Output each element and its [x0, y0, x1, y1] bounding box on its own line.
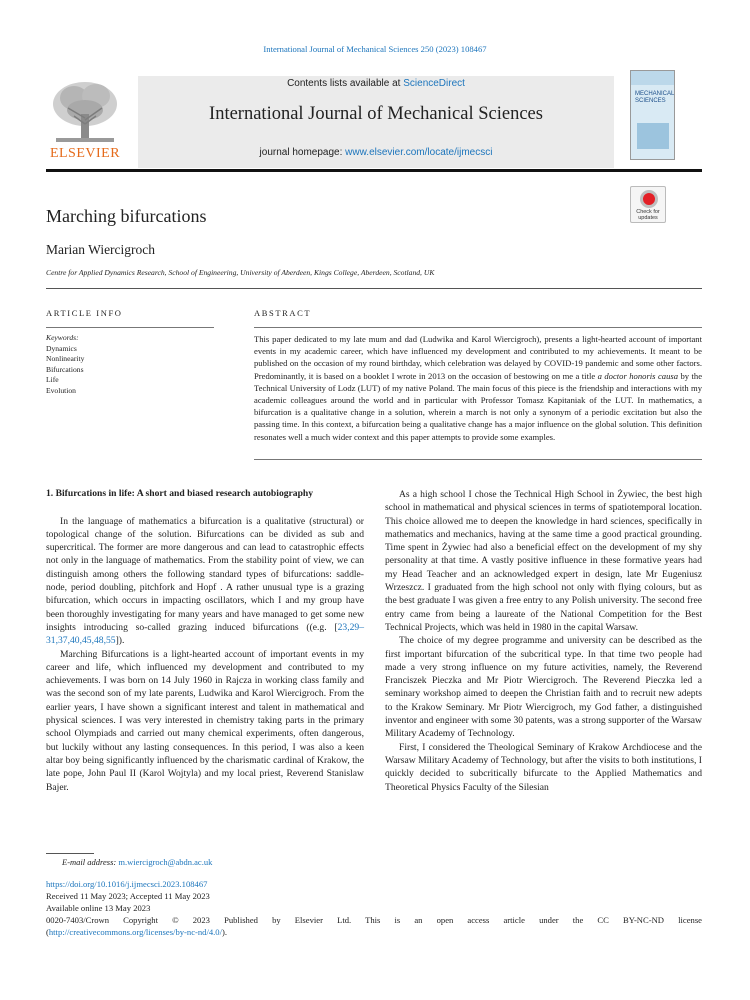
- journal-citation[interactable]: International Journal of Mechanical Sciences 250 (2023) 108467: [263, 44, 487, 54]
- keywords-label: Keywords:: [46, 333, 79, 342]
- abstract-part-1: This paper dedicated to my late mum and dad (Ludwika and Karol Wiercigroch), presents a light-hearted account of important events in my academic career, which have influenced my development and contributed to my achievements. It meant to be published on the occasion of my round birthday, which celebration was delayed by COVID-19 pandemic and some other factors. Predominantly, it is based on a booklet I wrote in 2013 on the occasion of bestowing on me a title: [254, 334, 702, 381]
- doi-link[interactable]: https://doi.org/10.1016/j.ijmecsci.2023.108467: [46, 879, 208, 889]
- keyword-item: Nonlinearity: [46, 354, 85, 364]
- abstract-rule: [254, 327, 702, 328]
- keywords-list: [46, 333, 84, 397]
- check-for-updates-button[interactable]: [630, 186, 666, 223]
- check-for-updates-label: Check for updates: [636, 209, 660, 221]
- footnote-rule: [46, 853, 94, 854]
- keyword-item: Life: [46, 375, 59, 385]
- body-paragraph: First, I considered the Theological Seminary of Krakow Archdiocese and the Warsaw Military Academy of Technology, but after the visits to both institutions, I quickly decided to subcritically bifurcate to the Applied Mathematics and Theoretical Physics Faculty of the Silesian: [385, 741, 702, 793]
- cover-top-band: [631, 71, 675, 85]
- sciencedirect-link[interactable]: ScienceDirect: [403, 78, 465, 89]
- abstract-text: [254, 333, 702, 443]
- journal-cover-image[interactable]: [630, 70, 675, 160]
- cover-title: MECHANICAL SCIENCES: [635, 91, 675, 104]
- license-paren-close: ).: [221, 927, 227, 937]
- license-paren-open: (: [46, 927, 49, 937]
- header-rule: [46, 169, 702, 172]
- publisher-name: ELSEVIER: [49, 146, 121, 161]
- body-paragraph: The choice of my degree programme and university can be described as the first important bifurcation of the subcritical type. In that time two people had made a very strong influence on my future activities, namely, the Reverend Franciszek Pieczka and Mr Piotr Wiercigroch. The Reverend Pieczka led a seminary workshop aimed to deepen the Christian faith and to recruit new adepts to the Krakow Seminary. Mr Piotr Wiercigroch, my God father, a distinguished inventor and engineer with some 30 patents, was a strong supporter of the Warsaw Military Academy of Technology.: [385, 635, 702, 740]
- body-paragraph: As a high school I chose the Technical High School in Żywiec, the best high school in mathematical and physical sciences in terms of spatiotemporal location. This choice allowed me to deepen the knowledge in hard sciences, specifically in mathematics and mechanics, having at the same time a good practical grounding. Time spent in Żywiec had also a beneficial effect on the development of my shy personality at that time. A vastly positive influence in these formative years had my Head Teacher and an acknowledged expert in design, late Mr Eugeniusz Wrzeszcz. I graduated from the high school not only with flying colours, but as the best graduate I was given a free entry to any Polish university. The second free entry came from being a laureate of the National Competition for the Best Technical Projects, which was held in 1980 in the capital Warsaw.: [385, 489, 702, 633]
- paragraph-text: ]).: [115, 635, 125, 647]
- contents-prefix: Contents lists available at: [287, 78, 404, 89]
- body-paragraph: [46, 515, 364, 648]
- keyword-item: Evolution: [46, 385, 76, 395]
- license-link[interactable]: http://creativecommons.org/licenses/by-nc-nd/4.0/: [48, 927, 222, 937]
- body-column-right: [385, 488, 702, 794]
- homepage-link[interactable]: www.elsevier.com/locate/ijmecsci: [345, 147, 493, 158]
- received-dates: Received 11 May 2023; Accepted 11 May 2023: [46, 891, 210, 901]
- license-line: [46, 927, 227, 937]
- email-link[interactable]: m.wiercigroch@abdn.ac.uk: [118, 857, 213, 867]
- author-affiliation: Centre for Applied Dynamics Research, School of Engineering, University of Aberdeen, Kings College, Aberdeen, Scotland, UK: [46, 268, 435, 277]
- copyright-notice: 0020-7403/Crown Copyright © 2023 Published by Elsevier Ltd. This is an open access article under the CC BY-NC-ND license: [46, 915, 702, 925]
- section-heading: 1. Bifurcations in life: A short and biased research autobiography: [46, 488, 314, 499]
- cover-graphic: [637, 123, 669, 149]
- abstract-part-2: by the Technical University of Lodz (LUT) of my native Poland. The main focus of this piece is the friendship and interactions with my academic colleagues around the world and in particular with Professor Tomasz Kapitaniak of the LUT. In mathematics, a bifurcation is a qualitative change in a solution, wherein a march is not only a synonym of a periodic excitation but also the passing time. In this context, a bifurcation being a qualitative change has a major influence on the global solution. This definition resonates well a much wider context and this paper attempts to provide some examples.: [254, 370, 703, 442]
- reference-links[interactable]: 23,29–31,37,40,45,48,55: [46, 621, 364, 647]
- email-label: E-mail address:: [62, 857, 117, 867]
- body-column-left: [46, 488, 364, 794]
- body-paragraph: Marching Bifurcations is a light-hearted account of important events in my career and life, which influenced my development and contributed to my achievements. I was born on 14 July 1960 in Rajcza in working class family and was the second son of my late parents, Ludwika and Karol Wiercigroch. From the earlier years, I have shown a significant interest and talent in mathematical and physical sciences. I was very interested in chemistry taking parts in the primary school Olympiads and carried out many chemical experiments, often dangerous, but luckily without any lasting consequences. In this period, I was also a keen altar boy being significantly influenced by the charismatic cardinal of Krakow, the late pope, John Paul II (Karol Wojtyla) and my local priest, Reverend Stanislaw Bajer.: [46, 648, 364, 793]
- homepage-prefix: journal homepage:: [259, 147, 346, 158]
- article-info-heading: ARTICLE INFO: [46, 308, 123, 318]
- author-name[interactable]: Marian Wiercigroch: [46, 242, 156, 257]
- contents-line: [138, 78, 614, 89]
- journal-title: International Journal of Mechanical Sciences: [209, 104, 543, 124]
- article-info-rule: [46, 327, 214, 328]
- keyword-item: Dynamics: [46, 343, 77, 353]
- title-block-rule: [46, 288, 702, 289]
- abstract-bottom-rule: [254, 459, 702, 460]
- article-title: Marching bifurcations: [46, 206, 207, 226]
- check-for-updates-icon: [640, 190, 658, 208]
- homepage-line: [138, 147, 614, 158]
- abstract-italic: a doctor honoris causa: [597, 370, 679, 381]
- online-date: Available online 13 May 2023: [46, 903, 151, 913]
- email-footnote: [62, 857, 212, 867]
- paragraph-text: In the language of mathematics a bifurcation is a qualitative (structural) or topological change of the solution. Bifurcations can be divided as sub and supercritical. The former are more dangerous and can lead to catastrophic effects not only in the language of mathematics. From the stability point of view, we can distinguish among others the following standard types of bifurcations: saddle-node, period doubling, pitchfork and Hopf . A rather unusual type is a grazing bifurcation, which occurs in impacting oscillators, which I and my group have been thoroughly investigating for many years and have managed to get some new insights introducing so-called grazing induced bifurcations ((e.g. [: [46, 515, 364, 633]
- keyword-item: Bifurcations: [46, 364, 84, 374]
- abstract-heading: ABSTRACT: [254, 308, 312, 318]
